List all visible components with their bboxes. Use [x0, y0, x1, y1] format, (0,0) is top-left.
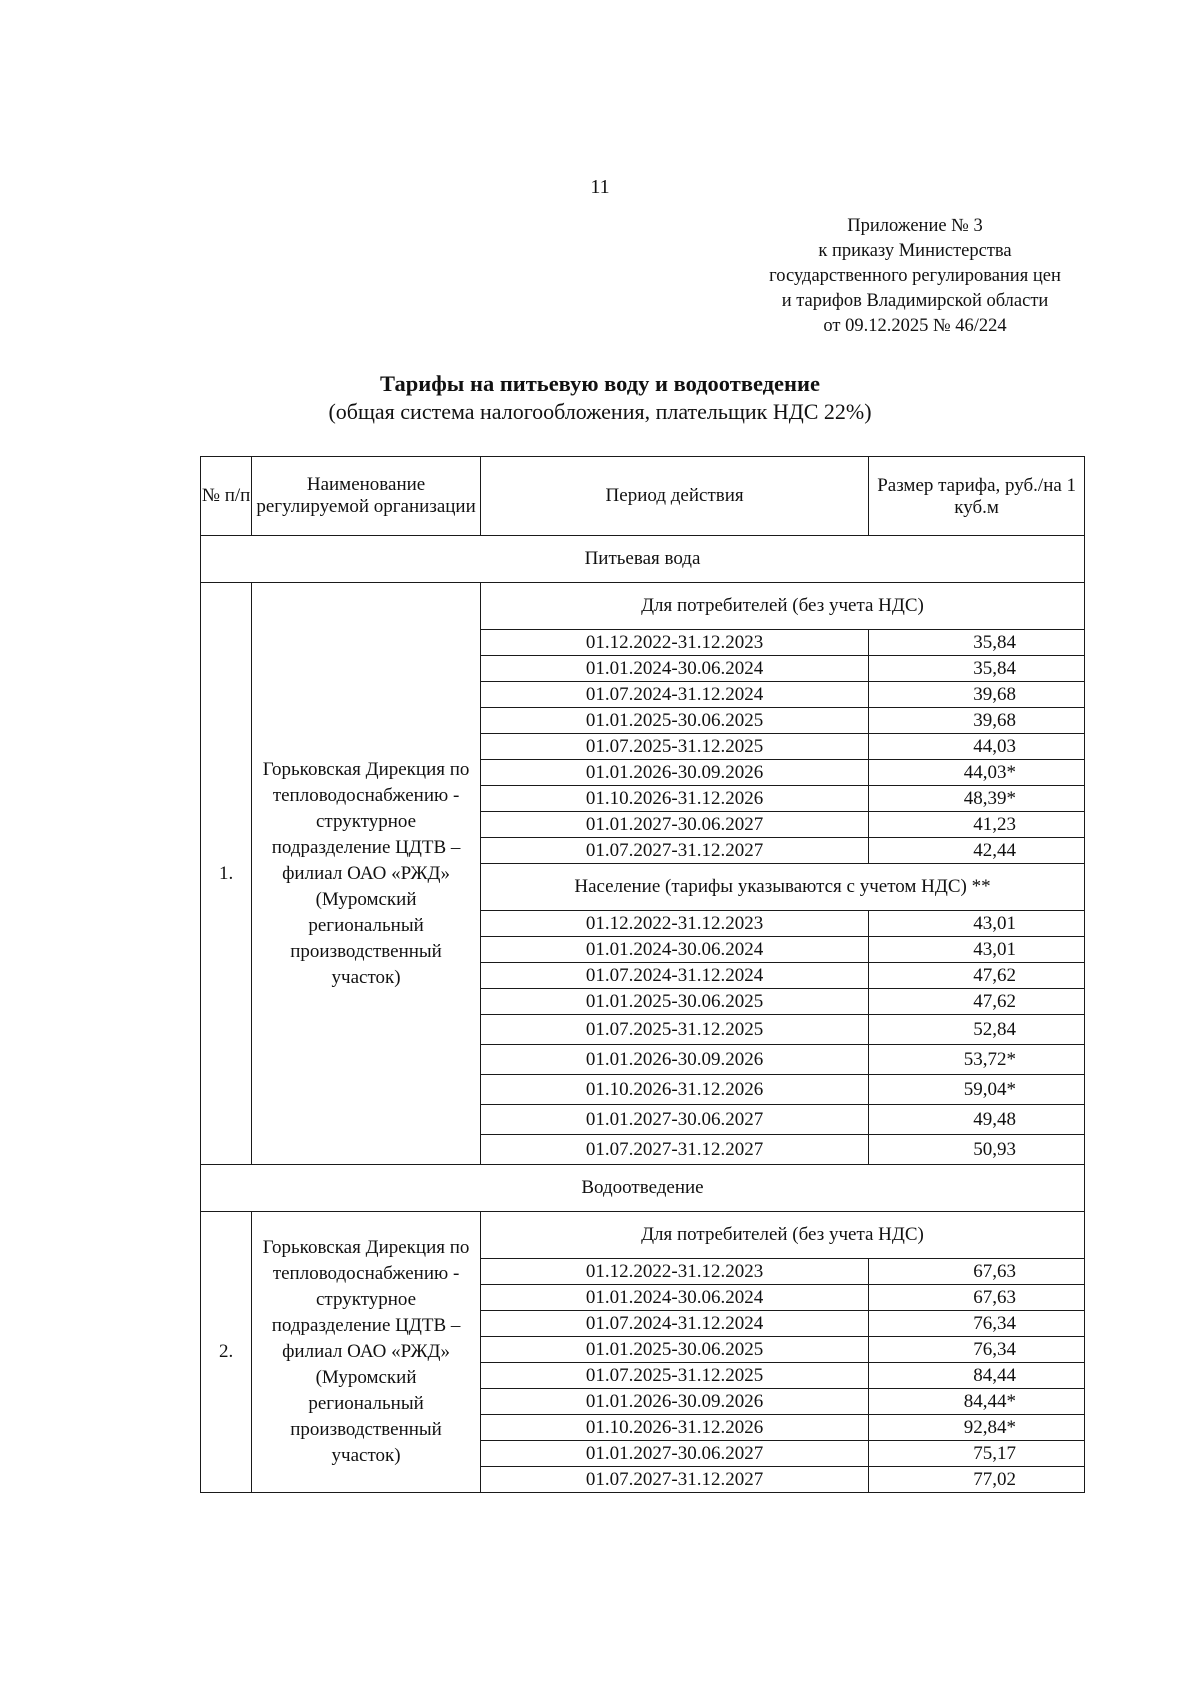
period-cell: 01.01.2024-30.06.2024: [480, 1285, 868, 1311]
period-cell: 01.01.2026-30.09.2026: [480, 760, 868, 786]
appendix-line: и тарифов Владимирской области: [781, 291, 1049, 311]
consumer-group-label: Для потребителей (без учета НДС): [480, 1212, 1084, 1259]
consumer-group-label: Население (тарифы указываются с учетом НДС) **: [480, 864, 1084, 911]
period-cell: 01.01.2027-30.06.2027: [480, 1105, 868, 1135]
price-cell: 43,01: [869, 911, 1085, 937]
period-cell: 01.01.2024-30.06.2024: [480, 656, 868, 682]
period-cell: 01.12.2022-31.12.2023: [480, 911, 868, 937]
tariffs-table: [200, 456, 1085, 1493]
appendix-line: к приказу Министерства: [818, 241, 1012, 261]
header-num: № п/п: [201, 457, 252, 536]
price-cell: 84,44: [869, 1363, 1085, 1389]
consumer-group-label: Для потребителей (без учета НДС): [480, 583, 1084, 630]
period-cell: 01.07.2024-31.12.2024: [480, 682, 868, 708]
price-cell: 92,84*: [869, 1415, 1085, 1441]
period-cell: 01.10.2026-31.12.2026: [480, 1415, 868, 1441]
group-row: [201, 1212, 1085, 1259]
period-cell: 01.10.2026-31.12.2026: [480, 786, 868, 812]
price-cell: 50,93: [869, 1135, 1085, 1165]
price-cell: 59,04*: [869, 1075, 1085, 1105]
price-cell: 75,17: [869, 1441, 1085, 1467]
period-cell: 01.01.2025-30.06.2025: [480, 708, 868, 734]
header-org: Наименование регулируемой организации: [252, 457, 481, 536]
period-cell: 01.07.2027-31.12.2027: [480, 1467, 868, 1493]
period-cell: 01.01.2025-30.06.2025: [480, 989, 868, 1015]
period-cell: 01.01.2024-30.06.2024: [480, 937, 868, 963]
price-cell: 76,34: [869, 1311, 1085, 1337]
period-cell: 01.07.2027-31.12.2027: [480, 1135, 868, 1165]
section-row: [201, 536, 1085, 583]
price-cell: 47,62: [869, 963, 1085, 989]
price-cell: 39,68: [869, 708, 1085, 734]
document-title: Тарифы на питьевую воду и водоотведение: [380, 371, 820, 396]
price-cell: 35,84: [869, 656, 1085, 682]
group-row: [201, 583, 1085, 630]
price-cell: 76,34: [869, 1337, 1085, 1363]
period-cell: 01.01.2027-30.06.2027: [480, 1441, 868, 1467]
price-cell: 47,62: [869, 989, 1085, 1015]
document-subtitle: (общая система налогообложения, плательщик НДС 22%): [328, 399, 872, 424]
period-cell: 01.07.2024-31.12.2024: [480, 963, 868, 989]
appendix-line: государственного регулирования цен: [769, 266, 1061, 286]
period-cell: 01.07.2025-31.12.2025: [480, 734, 868, 760]
period-cell: 01.07.2025-31.12.2025: [480, 1015, 868, 1045]
header-period: Период действия: [480, 457, 868, 536]
period-cell: 01.12.2022-31.12.2023: [480, 1259, 868, 1285]
price-cell: 52,84: [869, 1015, 1085, 1045]
section-title: Питьевая вода: [201, 536, 1085, 583]
price-cell: 44,03: [869, 734, 1085, 760]
price-cell: 84,44*: [869, 1389, 1085, 1415]
page-number: 11: [590, 176, 610, 198]
period-cell: 01.01.2026-30.09.2026: [480, 1389, 868, 1415]
section-row: [201, 1165, 1085, 1212]
period-cell: 01.01.2026-30.09.2026: [480, 1045, 868, 1075]
price-cell: 42,44: [869, 838, 1085, 864]
appendix-line: от 09.12.2025 № 46/224: [823, 316, 1007, 336]
period-cell: 01.12.2022-31.12.2023: [480, 630, 868, 656]
appendix-reference: [735, 214, 1095, 339]
period-cell: 01.01.2025-30.06.2025: [480, 1337, 868, 1363]
appendix-line: Приложение № 3: [847, 216, 983, 236]
price-cell: 43,01: [869, 937, 1085, 963]
period-cell: 01.07.2025-31.12.2025: [480, 1363, 868, 1389]
price-cell: 67,63: [869, 1285, 1085, 1311]
price-cell: 67,63: [869, 1259, 1085, 1285]
table-header-row: [201, 457, 1085, 536]
period-cell: 01.10.2026-31.12.2026: [480, 1075, 868, 1105]
period-cell: 01.07.2027-31.12.2027: [480, 838, 868, 864]
price-cell: 49,48: [869, 1105, 1085, 1135]
price-cell: 35,84: [869, 630, 1085, 656]
price-cell: 39,68: [869, 682, 1085, 708]
price-cell: 48,39*: [869, 786, 1085, 812]
section-title: Водоотведение: [201, 1165, 1085, 1212]
header-price: Размер тарифа, руб./на 1 куб.м: [869, 457, 1085, 536]
organization-name: Горьковская Дирекция по тепловодоснабжению - структурное подразделение ЦДТВ – филиал ОАО «РЖД» (Муромский региональный производственный участок): [252, 1212, 481, 1493]
row-number: 1.: [201, 583, 252, 1165]
organization-name: Горьковская Дирекция по тепловодоснабжению - структурное подразделение ЦДТВ – филиал ОАО «РЖД» (Муромский региональный производственный участок): [252, 583, 481, 1165]
price-cell: 53,72*: [869, 1045, 1085, 1075]
period-cell: 01.07.2024-31.12.2024: [480, 1311, 868, 1337]
price-cell: 44,03*: [869, 760, 1085, 786]
price-cell: 77,02: [869, 1467, 1085, 1493]
row-number: 2.: [201, 1212, 252, 1493]
price-cell: 41,23: [869, 812, 1085, 838]
period-cell: 01.01.2027-30.06.2027: [480, 812, 868, 838]
